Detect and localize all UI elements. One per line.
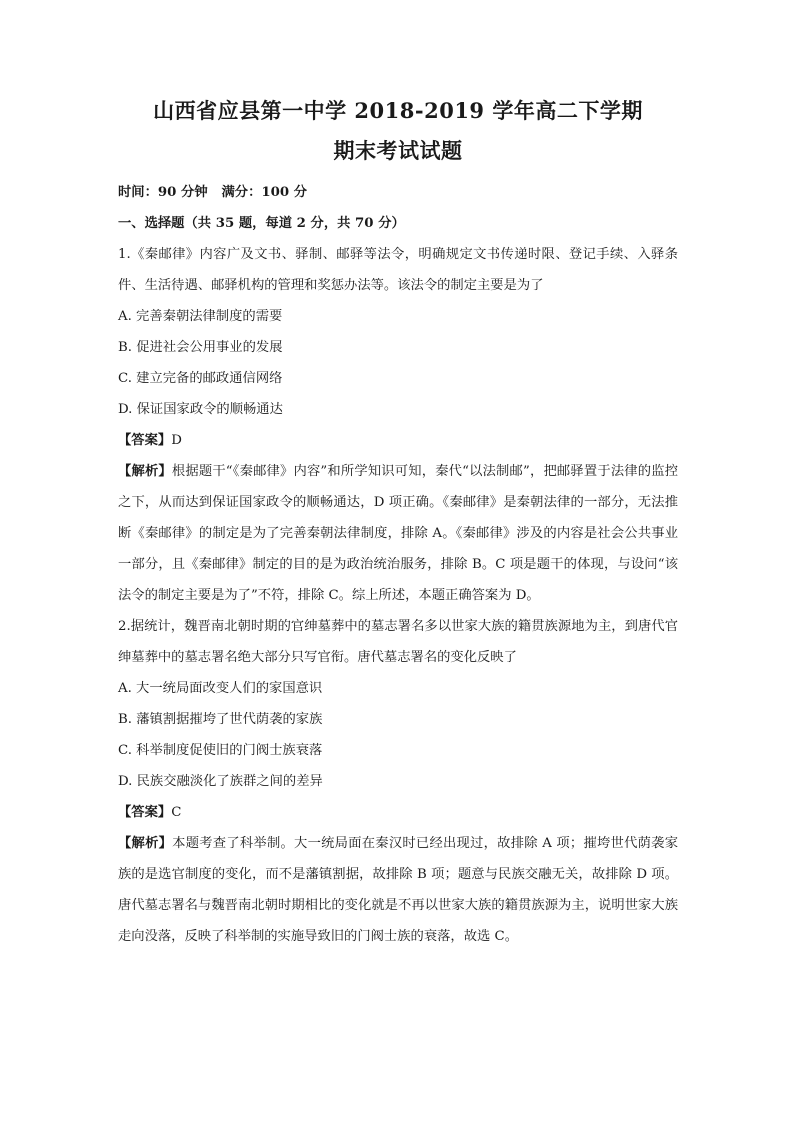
question-2-stem: 2.据统计，魏晋南北朝时期的官绅墓葬中的墓志署名多以世家大族的籍贯族源地为主，到唐代官绅墓葬中的墓志署名绝大部分只写官衔。唐代墓志署名的变化反映了	[118, 619, 678, 665]
question-2-option-c: C. 科举制度促使旧的门阀士族衰落	[118, 743, 323, 758]
answer-tag: 【答案】	[118, 805, 172, 820]
question-1-analysis	[118, 456, 678, 611]
question-2-analysis	[118, 828, 678, 952]
question-2-option-b: B. 藩镇割据摧垮了世代荫袭的家族	[118, 712, 323, 727]
question-1-option-d: D. 保证国家政令的顺畅通达	[118, 402, 283, 417]
time-label: 时间：90 分钟	[118, 185, 208, 200]
question-1-answer	[118, 425, 678, 456]
analysis-text: 本题考查了科举制。大一统局面在秦汉时已经出现过，故排除 A 项；摧垮世代荫袭家族的是选官制度的变化，而不是藩镇割据，故排除 B 项；题意与民族交融无关，故排除 D 项。唐代墓志署名与魏晋南北朝时期相比的变化就是不再以世家大族的籍贯族源为主，说明世家大族走向没落，反映了科举制的实施导致旧的门阀士族的衰落，故选 C。	[118, 836, 678, 944]
question-2-option-d: D. 民族交融淡化了族群之间的差异	[118, 774, 323, 789]
score-label: 满分：100 分	[221, 185, 308, 200]
page-title-line1: 山西省应县第一中学 2018-2019 学年高二下学期	[153, 98, 643, 123]
answer-tag: 【答案】	[118, 433, 172, 448]
question-1-option-c: C. 建立完备的邮政通信网络	[118, 371, 283, 386]
exam-page	[118, 100, 678, 952]
analysis-tag: 【解析】	[118, 464, 172, 479]
analysis-text: 根据题干“《秦邮律》内容”和所学知识可知，秦代“以法制邮”，把邮驿置于法律的监控之下，从而达到保证国家政令的顺畅通达，D 项正确。《秦邮律》是秦朝法律的一部分，无法推断《秦邮律》的制定是为了完善秦朝法律制度，排除 A。《秦邮律》涉及的内容是社会公共事业一部分，且《秦邮律》制定的目的是为政治统治服务，排除 B。C 项是题干的体现，与设问“该法令的制定主要是为了”不符，排除 C。综上所述，本题正确答案为 D。	[118, 464, 679, 603]
analysis-tag: 【解析】	[118, 836, 173, 851]
question-2-option-a: A. 大一统局面改变人们的家国意识	[118, 681, 323, 696]
question-1-option-a: A. 完善秦朝法律制度的需要	[118, 309, 283, 324]
page-title-line2: 期末考试试题	[333, 138, 463, 163]
question-1-option-b: B. 促进社会公用事业的发展	[118, 340, 283, 355]
answer-value: D	[171, 433, 182, 448]
question-1-stem: 1.《秦邮律》内容广及文书、驿制、邮驿等法令，明确规定文书传递时限、登记手续、入驿条件、生活待遇、邮驿机构的管理和奖惩办法等。该法令的制定主要是为了	[118, 247, 678, 293]
section-heading: 一、选择题（共 35 题，每道 2 分，共 70 分）	[118, 216, 405, 231]
answer-value: C	[171, 805, 182, 820]
exam-meta	[118, 177, 678, 208]
question-2-answer	[118, 797, 678, 828]
